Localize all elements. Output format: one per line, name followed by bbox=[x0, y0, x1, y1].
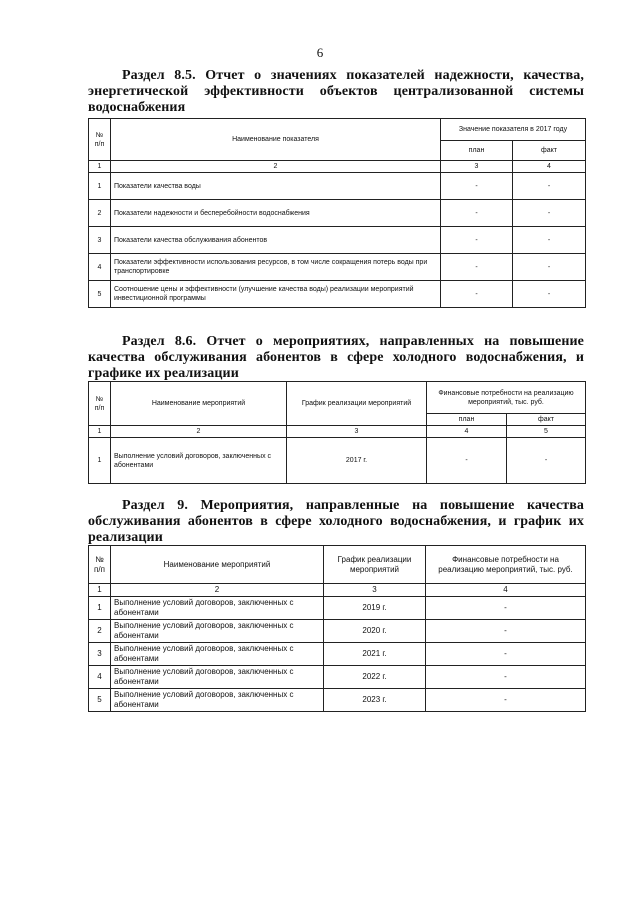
schedule-value: 2022 г. bbox=[324, 666, 426, 689]
header-finance: Финансовые потребности на реализацию мероприятий, тыс. руб. bbox=[427, 382, 586, 414]
measure-name: Выполнение условий договоров, заключенных с абонентами bbox=[111, 620, 324, 643]
schedule-value: 2017 г. bbox=[287, 438, 427, 484]
indicator-name: Показатели качества воды bbox=[111, 173, 441, 200]
table-row bbox=[89, 281, 586, 308]
column-number: 3 bbox=[287, 426, 427, 438]
table-row bbox=[89, 597, 586, 620]
table-row bbox=[89, 173, 586, 200]
table-row bbox=[89, 254, 586, 281]
fact-value: - bbox=[513, 281, 586, 308]
header-schedule: График реализации мероприятий bbox=[287, 382, 427, 426]
header-fact: факт bbox=[513, 141, 586, 161]
measure-name: Выполнение условий договоров, заключенных с абонентами bbox=[111, 689, 324, 712]
header-indicator-name: Наименование показателя bbox=[111, 119, 441, 161]
finance-value: - bbox=[426, 666, 586, 689]
row-number: 1 bbox=[89, 173, 111, 200]
plan-value: - bbox=[441, 173, 513, 200]
row-number: 1 bbox=[89, 597, 111, 620]
plan-value: - bbox=[441, 227, 513, 254]
row-number: 5 bbox=[89, 689, 111, 712]
row-number: 3 bbox=[89, 643, 111, 666]
table-row bbox=[89, 666, 586, 689]
row-number: 4 bbox=[89, 254, 111, 281]
finance-value: - bbox=[426, 597, 586, 620]
row-number: 4 bbox=[89, 666, 111, 689]
header-num: № п/п bbox=[89, 382, 111, 426]
measures-plan-table bbox=[88, 545, 586, 712]
header-num: № п/п bbox=[89, 119, 111, 161]
row-number: 2 bbox=[89, 200, 111, 227]
column-number: 4 bbox=[427, 426, 507, 438]
indicator-name: Показатели эффективности использования ресурсов, в том числе сокращения потерь воды при транспортировке bbox=[111, 254, 441, 281]
section-8-6-title: Раздел 8.6. Отчет о мероприятиях, направленных на повышение качества обслуживания абонентов в сфере холодного водоснабжения, и графике их реализации bbox=[88, 334, 584, 381]
table-row bbox=[89, 620, 586, 643]
column-number: 4 bbox=[513, 161, 586, 173]
header-fact: факт bbox=[507, 414, 586, 426]
fact-value: - bbox=[513, 227, 586, 254]
row-number: 3 bbox=[89, 227, 111, 254]
column-number: 5 bbox=[507, 426, 586, 438]
header-value-2017: Значение показателя в 2017 году bbox=[441, 119, 586, 141]
column-number: 4 bbox=[426, 584, 586, 597]
finance-value: - bbox=[426, 620, 586, 643]
measure-name: Выполнение условий договоров, заключенных с абонентами bbox=[111, 643, 324, 666]
column-number: 2 bbox=[111, 584, 324, 597]
header-measure-name: Наименование мероприятий bbox=[111, 546, 324, 584]
measure-name: Выполнение условий договоров, заключенных с абонентами bbox=[111, 666, 324, 689]
column-number: 2 bbox=[111, 426, 287, 438]
page-number: 6 bbox=[316, 45, 324, 60]
row-number: 2 bbox=[89, 620, 111, 643]
table-row bbox=[89, 643, 586, 666]
measures-report-table bbox=[88, 381, 586, 484]
fact-value: - bbox=[513, 254, 586, 281]
header-finance: Финансовые потребности на реализацию мероприятий, тыс. руб. bbox=[426, 546, 586, 584]
fact-value: - bbox=[513, 200, 586, 227]
table-row bbox=[89, 227, 586, 254]
finance-value: - bbox=[426, 643, 586, 666]
schedule-value: 2023 г. bbox=[324, 689, 426, 712]
section-9-title: Раздел 9. Мероприятия, направленные на повышение качества обслуживания абонентов в сфере холодного водоснабжения, и график их реализации bbox=[88, 498, 584, 545]
plan-value: - bbox=[441, 200, 513, 227]
header-plan: план bbox=[441, 141, 513, 161]
indicator-name: Показатели надежности и бесперебойности водоснабжения bbox=[111, 200, 441, 227]
header-measure-name: Наименование мероприятий bbox=[111, 382, 287, 426]
row-number: 1 bbox=[89, 438, 111, 484]
measure-name: Выполнение условий договоров, заключенных с абонентами bbox=[111, 438, 287, 484]
plan-value: - bbox=[427, 438, 507, 484]
measure-name: Выполнение условий договоров, заключенных с абонентами bbox=[111, 597, 324, 620]
column-number: 1 bbox=[89, 161, 111, 173]
schedule-value: 2019 г. bbox=[324, 597, 426, 620]
schedule-value: 2021 г. bbox=[324, 643, 426, 666]
header-num: № п/п bbox=[89, 546, 111, 584]
column-number: 1 bbox=[89, 584, 111, 597]
column-number: 3 bbox=[441, 161, 513, 173]
header-plan: план bbox=[427, 414, 507, 426]
column-number: 1 bbox=[89, 426, 111, 438]
indicators-table bbox=[88, 118, 586, 308]
plan-value: - bbox=[441, 254, 513, 281]
fact-value: - bbox=[513, 173, 586, 200]
table-row bbox=[89, 438, 586, 484]
fact-value: - bbox=[507, 438, 586, 484]
plan-value: - bbox=[441, 281, 513, 308]
indicator-name: Соотношение цены и эффективности (улучшение качества воды) реализации мероприятий инвестиционной программы bbox=[111, 281, 441, 308]
indicator-name: Показатели качества обслуживания абонентов bbox=[111, 227, 441, 254]
finance-value: - bbox=[426, 689, 586, 712]
column-number: 3 bbox=[324, 584, 426, 597]
column-number: 2 bbox=[111, 161, 441, 173]
table-row bbox=[89, 200, 586, 227]
section-8-5-title: Раздел 8.5. Отчет о значениях показателей надежности, качества, энергетической эффективности объектов централизованной системы водоснабжения bbox=[88, 68, 584, 115]
schedule-value: 2020 г. bbox=[324, 620, 426, 643]
row-number: 5 bbox=[89, 281, 111, 308]
table-row bbox=[89, 689, 586, 712]
header-schedule: График реализации мероприятий bbox=[324, 546, 426, 584]
